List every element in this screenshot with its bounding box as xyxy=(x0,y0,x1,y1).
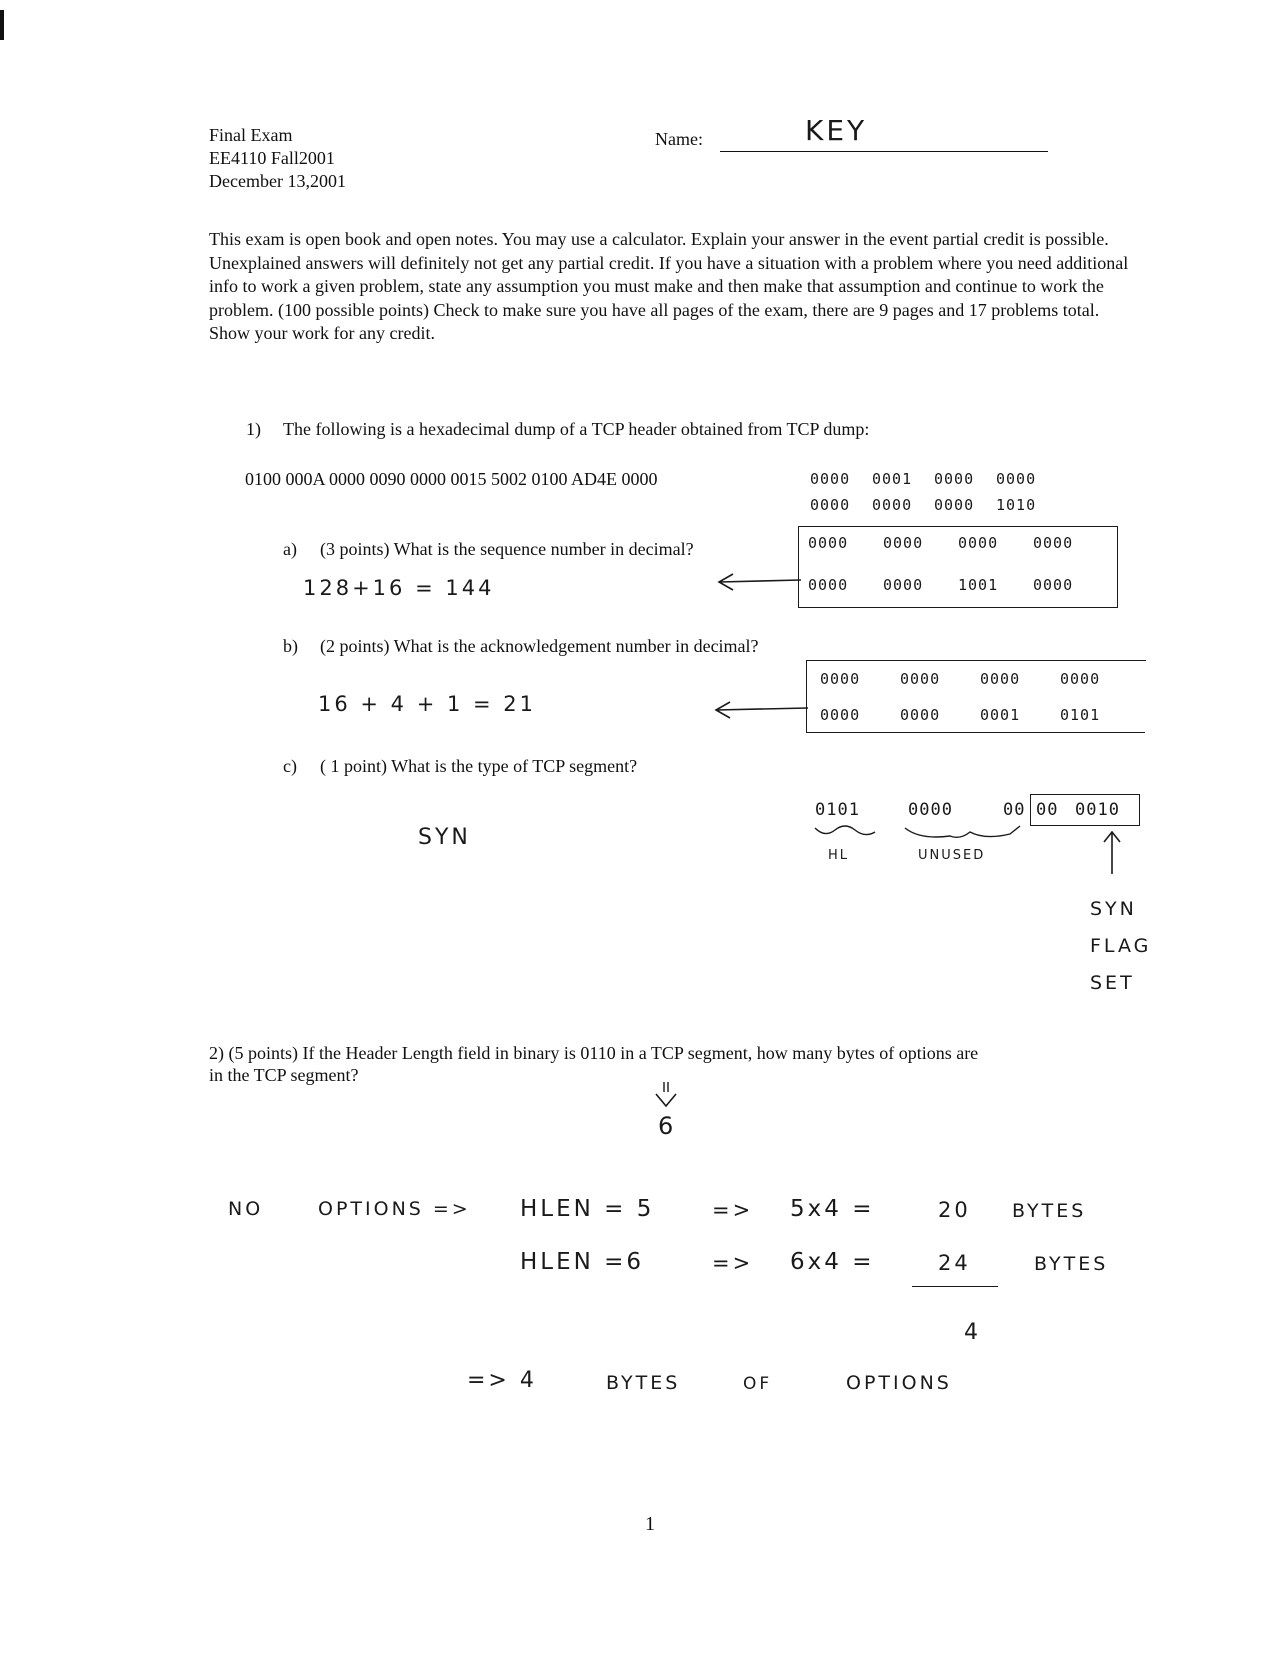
conclusion-options: OPTIONS xyxy=(846,1372,952,1394)
bits: 0000 xyxy=(808,576,849,594)
bits: 0000 xyxy=(900,670,941,688)
work-6x4: 6x4 = xyxy=(790,1249,875,1275)
q1a-answer: 128+16 = 144 xyxy=(303,576,495,600)
flags-control: 0010 xyxy=(1075,800,1120,820)
work-hlen-6: HLEN =6 xyxy=(520,1249,645,1275)
q1b-prompt: (2 points) What is the acknowledgement number in decimal? xyxy=(320,636,759,656)
flags-unused: 0000 xyxy=(908,800,953,820)
bits: 0000 xyxy=(808,534,849,552)
q2-prompt-line-2: in the TCP segment? xyxy=(209,1065,359,1085)
ack-row-2 xyxy=(820,706,1140,724)
bits: 1010 xyxy=(996,496,1037,514)
exam-title: Final Exam xyxy=(209,125,293,145)
arrow-up-icon xyxy=(1100,828,1124,876)
q1c-prompt: ( 1 point) What is the type of TCP segment? xyxy=(320,756,638,776)
arrow-left-icon xyxy=(715,570,805,600)
q1-prompt: The following is a hexadecimal dump of a TCP header obtained from TCP dump: xyxy=(283,419,870,439)
sequence-row-1 xyxy=(808,534,1108,552)
syn-note-3: SET xyxy=(1090,972,1135,994)
binary-row-2 xyxy=(810,496,1070,514)
binary-row-1 xyxy=(810,470,1070,488)
name-value: KEY xyxy=(805,114,868,147)
q1b-answer: 16 + 4 + 1 = 21 xyxy=(318,692,537,716)
conclusion-bytes: BYTES xyxy=(606,1372,681,1394)
exam-date: December 13,2001 xyxy=(209,171,346,191)
bits: 0001 xyxy=(980,706,1021,724)
work-bytes-2: BYTES xyxy=(1034,1253,1109,1275)
q1a-prompt: (3 points) What is the sequence number in decimal? xyxy=(320,539,694,559)
subtraction-line xyxy=(912,1286,998,1287)
q1c-answer: SYN xyxy=(418,825,471,850)
hex-dump: 0100 000A 0000 0090 0000 0015 5002 0100 AD4E 0000 xyxy=(245,469,658,489)
flags-unused-tail: 00 xyxy=(1003,800,1026,820)
name-label: Name: xyxy=(655,129,703,149)
bits: 0000 xyxy=(1033,534,1074,552)
work-no: NO xyxy=(228,1198,264,1220)
work-bytes-1: BYTES xyxy=(1012,1200,1087,1222)
unused-label: UNUSED xyxy=(918,848,986,863)
work-options: OPTIONS => xyxy=(318,1198,471,1220)
bits: 1001 xyxy=(958,576,999,594)
scan-edge-mark xyxy=(0,10,4,40)
arrow-left-icon xyxy=(712,698,812,726)
bits: 0000 xyxy=(820,670,861,688)
conclusion-implies: => 4 xyxy=(467,1368,537,1393)
q1-number: 1) xyxy=(246,419,261,439)
sequence-row-2 xyxy=(808,576,1108,594)
q1c-label: c) xyxy=(283,756,297,776)
bits: 0000 xyxy=(1033,576,1074,594)
bits: 0000 xyxy=(872,496,913,514)
bits: 0000 xyxy=(934,470,975,488)
page-number: 1 xyxy=(645,1513,655,1535)
q1b-label: b) xyxy=(283,636,298,656)
flags-reserved: 00 xyxy=(1036,800,1059,820)
work-implies-1: => xyxy=(712,1198,754,1222)
ack-row-1 xyxy=(820,670,1140,688)
bits: 0000 xyxy=(820,706,861,724)
work-hlen-5: HLEN = 5 xyxy=(520,1196,655,1222)
bits: 0000 xyxy=(883,534,924,552)
name-underline xyxy=(720,151,1048,152)
work-24: 24 xyxy=(938,1251,971,1275)
bits: 0000 xyxy=(934,496,975,514)
work-20: 20 xyxy=(938,1198,971,1222)
bits: 0000 xyxy=(900,706,941,724)
ack-box-top xyxy=(806,660,1146,661)
work-implies-2: => xyxy=(712,1251,754,1275)
hlen-six: 6 xyxy=(658,1112,677,1140)
bits: 0101 xyxy=(1060,706,1101,724)
q2-prompt-line-1: 2) (5 points) If the Header Length field in binary is 0110 in a TCP segment, how many bytes of options are xyxy=(209,1043,979,1063)
bits: 0000 xyxy=(810,470,851,488)
syn-note-1: SYN xyxy=(1090,898,1137,920)
bits: 0000 xyxy=(958,534,999,552)
conclusion-of: OF xyxy=(743,1374,773,1394)
bits: 0000 xyxy=(883,576,924,594)
work-5x4: 5x4 = xyxy=(790,1196,875,1222)
arrow-down-icon xyxy=(652,1080,680,1110)
bits: 0001 xyxy=(872,470,913,488)
work-difference: 4 xyxy=(964,1320,981,1345)
hl-label: HL xyxy=(828,848,850,863)
bits: 0000 xyxy=(996,470,1037,488)
instructions: This exam is open book and open notes. You may use a calculator. Explain your answer in the event partial credit is possible. Unexplained answers will definitely not get any partial credit. If you have a situation with a problem where you need additional info to work a given problem, state any assumption you must make and then make that assumption and continue to work the problem. (100 possible points) Check to make sure you have all pages of the exam, there are 9 pages and 17 problems total. Show your work for any credit. xyxy=(209,229,1129,343)
bits: 0000 xyxy=(810,496,851,514)
bits: 0000 xyxy=(980,670,1021,688)
syn-note-2: FLAG xyxy=(1090,935,1152,957)
q1a-label: a) xyxy=(283,539,297,559)
flags-hl: 0101 xyxy=(815,800,860,820)
course-code: EE4110 Fall2001 xyxy=(209,148,335,168)
brace-marks xyxy=(810,822,1030,846)
bits: 0000 xyxy=(1060,670,1101,688)
